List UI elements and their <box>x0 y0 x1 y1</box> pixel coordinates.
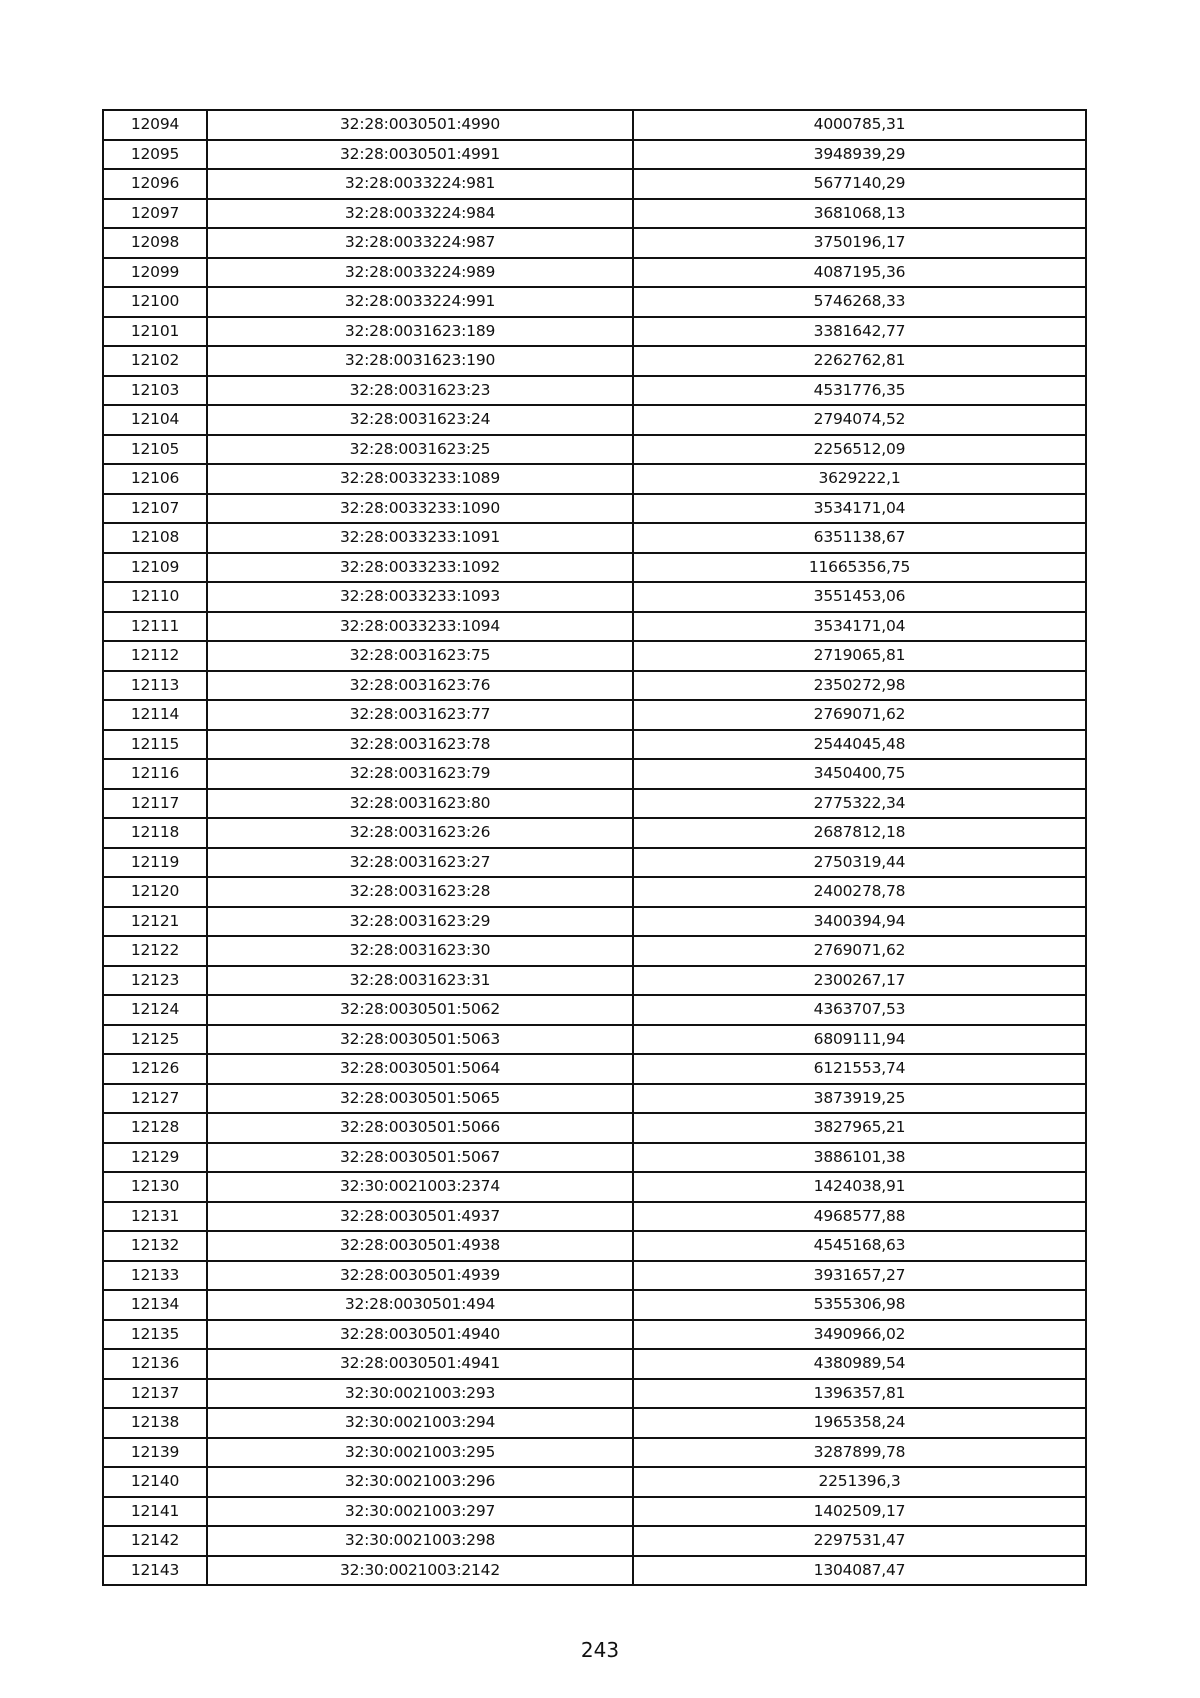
cadastral-value-cell: 2794074,52 <box>633 405 1086 435</box>
cadastral-number-cell: 32:28:0033233:1091 <box>207 523 633 553</box>
cadastral-value-cell: 2719065,81 <box>633 641 1086 671</box>
cadastral-value-cell: 5677140,29 <box>633 169 1086 199</box>
cadastral-number-cell: 32:28:0033233:1092 <box>207 553 633 583</box>
row-number-cell: 12112 <box>103 641 207 671</box>
cadastral-number-cell: 32:30:0021003:293 <box>207 1379 633 1409</box>
cadastral-number-cell: 32:28:0030501:494 <box>207 1290 633 1320</box>
row-number-cell: 12113 <box>103 671 207 701</box>
cadastral-value-cell: 11665356,75 <box>633 553 1086 583</box>
cadastral-value-cell: 3827965,21 <box>633 1113 1086 1143</box>
cadastral-value-cell: 1965358,24 <box>633 1408 1086 1438</box>
cadastral-number-cell: 32:30:0021003:297 <box>207 1497 633 1527</box>
table-row <box>103 700 1086 730</box>
table-row <box>103 1025 1086 1055</box>
cadastral-value-cell: 3381642,77 <box>633 317 1086 347</box>
row-number-cell: 12141 <box>103 1497 207 1527</box>
row-number-cell: 12095 <box>103 140 207 170</box>
row-number-cell: 12101 <box>103 317 207 347</box>
row-number-cell: 12123 <box>103 966 207 996</box>
row-number-cell: 12129 <box>103 1143 207 1173</box>
cadastral-value-cell: 5746268,33 <box>633 287 1086 317</box>
cadastral-number-cell: 32:28:0031623:78 <box>207 730 633 760</box>
cadastral-number-cell: 32:28:0031623:25 <box>207 435 633 465</box>
cadastral-value-cell: 2750319,44 <box>633 848 1086 878</box>
cadastral-number-cell: 32:28:0030501:4941 <box>207 1349 633 1379</box>
cadastral-value-cell: 2350272,98 <box>633 671 1086 701</box>
table-row <box>103 287 1086 317</box>
table-row <box>103 907 1086 937</box>
cadastral-number-cell: 32:28:0030501:5063 <box>207 1025 633 1055</box>
table-row <box>103 1556 1086 1586</box>
cadastral-number-cell: 32:28:0031623:76 <box>207 671 633 701</box>
table-body <box>103 110 1086 1585</box>
table-row <box>103 169 1086 199</box>
row-number-cell: 12098 <box>103 228 207 258</box>
cadastral-value-cell: 3931657,27 <box>633 1261 1086 1291</box>
cadastral-value-cell: 6121553,74 <box>633 1054 1086 1084</box>
table-row <box>103 1113 1086 1143</box>
cadastral-number-cell: 32:28:0030501:4939 <box>207 1261 633 1291</box>
cadastral-value-cell: 4000785,31 <box>633 110 1086 140</box>
table-row <box>103 1349 1086 1379</box>
row-number-cell: 12127 <box>103 1084 207 1114</box>
cadastral-value-cell: 3534171,04 <box>633 494 1086 524</box>
cadastral-value-cell: 3629222,1 <box>633 464 1086 494</box>
cadastral-value-cell: 1304087,47 <box>633 1556 1086 1586</box>
cadastral-number-cell: 32:28:0030501:4990 <box>207 110 633 140</box>
row-number-cell: 12132 <box>103 1231 207 1261</box>
row-number-cell: 12121 <box>103 907 207 937</box>
table-row <box>103 582 1086 612</box>
cadastral-value-cell: 3681068,13 <box>633 199 1086 229</box>
cadastral-number-cell: 32:28:0030501:5064 <box>207 1054 633 1084</box>
cadastral-number-cell: 32:28:0031623:79 <box>207 759 633 789</box>
table-row <box>103 1290 1086 1320</box>
table-row <box>103 140 1086 170</box>
cadastral-value-cell: 2769071,62 <box>633 936 1086 966</box>
table-row <box>103 789 1086 819</box>
row-number-cell: 12142 <box>103 1526 207 1556</box>
cadastral-number-cell: 32:28:0031623:190 <box>207 346 633 376</box>
table-row <box>103 346 1086 376</box>
cadastral-value-cell: 2544045,48 <box>633 730 1086 760</box>
cadastral-number-cell: 32:30:0021003:2374 <box>207 1172 633 1202</box>
table-row <box>103 435 1086 465</box>
cadastral-number-cell: 32:28:0031623:30 <box>207 936 633 966</box>
cadastral-value-cell: 3873919,25 <box>633 1084 1086 1114</box>
row-number-cell: 12116 <box>103 759 207 789</box>
row-number-cell: 12128 <box>103 1113 207 1143</box>
cadastral-number-cell: 32:30:0021003:296 <box>207 1467 633 1497</box>
cadastral-value-cell: 3948939,29 <box>633 140 1086 170</box>
cadastral-number-cell: 32:28:0033224:991 <box>207 287 633 317</box>
cadastral-value-cell: 4087195,36 <box>633 258 1086 288</box>
table-row <box>103 641 1086 671</box>
row-number-cell: 12143 <box>103 1556 207 1586</box>
table-row <box>103 553 1086 583</box>
row-number-cell: 12119 <box>103 848 207 878</box>
cadastral-value-cell: 4968577,88 <box>633 1202 1086 1232</box>
cadastral-number-cell: 32:30:0021003:295 <box>207 1438 633 1468</box>
row-number-cell: 12118 <box>103 818 207 848</box>
table-row <box>103 228 1086 258</box>
row-number-cell: 12097 <box>103 199 207 229</box>
table-row <box>103 405 1086 435</box>
cadastral-value-cell: 6351138,67 <box>633 523 1086 553</box>
row-number-cell: 12114 <box>103 700 207 730</box>
cadastral-number-cell: 32:28:0031623:75 <box>207 641 633 671</box>
row-number-cell: 12140 <box>103 1467 207 1497</box>
cadastral-value-cell: 4363707,53 <box>633 995 1086 1025</box>
row-number-cell: 12134 <box>103 1290 207 1320</box>
cadastral-value-cell: 3551453,06 <box>633 582 1086 612</box>
cadastral-value-cell: 3400394,94 <box>633 907 1086 937</box>
cadastral-value-cell: 3287899,78 <box>633 1438 1086 1468</box>
cadastral-number-cell: 32:28:0030501:5067 <box>207 1143 633 1173</box>
table-row <box>103 671 1086 701</box>
row-number-cell: 12120 <box>103 877 207 907</box>
table-row <box>103 258 1086 288</box>
cadastral-number-cell: 32:28:0033224:984 <box>207 199 633 229</box>
row-number-cell: 12137 <box>103 1379 207 1409</box>
cadastral-value-cell: 1402509,17 <box>633 1497 1086 1527</box>
row-number-cell: 12115 <box>103 730 207 760</box>
table-row <box>103 848 1086 878</box>
table-row <box>103 730 1086 760</box>
row-number-cell: 12105 <box>103 435 207 465</box>
cadastral-number-cell: 32:28:0030501:4991 <box>207 140 633 170</box>
cadastral-number-cell: 32:28:0030501:5065 <box>207 1084 633 1114</box>
cadastral-value-cell: 4531776,35 <box>633 376 1086 406</box>
row-number-cell: 12107 <box>103 494 207 524</box>
cadastral-value-cell: 2262762,81 <box>633 346 1086 376</box>
table-row <box>103 818 1086 848</box>
table-row <box>103 317 1086 347</box>
row-number-cell: 12126 <box>103 1054 207 1084</box>
row-number-cell: 12124 <box>103 995 207 1025</box>
cadastral-value-cell: 3886101,38 <box>633 1143 1086 1173</box>
row-number-cell: 12100 <box>103 287 207 317</box>
table-row <box>103 936 1086 966</box>
row-number-cell: 12122 <box>103 936 207 966</box>
table-row <box>103 1202 1086 1232</box>
cadastral-number-cell: 32:28:0033224:981 <box>207 169 633 199</box>
row-number-cell: 12103 <box>103 376 207 406</box>
cadastral-number-cell: 32:28:0033233:1090 <box>207 494 633 524</box>
cadastral-number-cell: 32:28:0031623:24 <box>207 405 633 435</box>
row-number-cell: 12104 <box>103 405 207 435</box>
cadastral-value-cell: 1424038,91 <box>633 1172 1086 1202</box>
cadastral-number-cell: 32:28:0033233:1093 <box>207 582 633 612</box>
cadastral-value-cell: 4545168,63 <box>633 1231 1086 1261</box>
cadastral-value-cell: 3490966,02 <box>633 1320 1086 1350</box>
row-number-cell: 12136 <box>103 1349 207 1379</box>
cadastral-number-cell: 32:28:0033233:1089 <box>207 464 633 494</box>
cadastral-number-cell: 32:28:0030501:5066 <box>207 1113 633 1143</box>
table-row <box>103 464 1086 494</box>
row-number-cell: 12102 <box>103 346 207 376</box>
cadastral-number-cell: 32:28:0031623:189 <box>207 317 633 347</box>
row-number-cell: 12138 <box>103 1408 207 1438</box>
cadastral-number-cell: 32:30:0021003:2142 <box>207 1556 633 1586</box>
cadastral-value-cell: 2256512,09 <box>633 435 1086 465</box>
cadastral-value-cell: 4380989,54 <box>633 1349 1086 1379</box>
cadastral-number-cell: 32:28:0031623:27 <box>207 848 633 878</box>
table-row <box>103 759 1086 789</box>
row-number-cell: 12133 <box>103 1261 207 1291</box>
cadastral-value-cell: 1396357,81 <box>633 1379 1086 1409</box>
cadastral-number-cell: 32:30:0021003:298 <box>207 1526 633 1556</box>
cadastral-number-cell: 32:28:0031623:26 <box>207 818 633 848</box>
cadastral-value-cell: 2297531,47 <box>633 1526 1086 1556</box>
row-number-cell: 12096 <box>103 169 207 199</box>
row-number-cell: 12108 <box>103 523 207 553</box>
table-row <box>103 1467 1086 1497</box>
cadastral-number-cell: 32:28:0033224:989 <box>207 258 633 288</box>
cadastral-value-cell: 2251396,3 <box>633 1467 1086 1497</box>
row-number-cell: 12117 <box>103 789 207 819</box>
data-table-container <box>102 109 1085 1586</box>
cadastral-value-table <box>102 109 1087 1586</box>
table-row <box>103 1261 1086 1291</box>
cadastral-number-cell: 32:30:0021003:294 <box>207 1408 633 1438</box>
page-number: 243 <box>580 1638 620 1662</box>
row-number-cell: 12125 <box>103 1025 207 1055</box>
table-row <box>103 376 1086 406</box>
table-row <box>103 1526 1086 1556</box>
cadastral-value-cell: 3450400,75 <box>633 759 1086 789</box>
cadastral-value-cell: 2300267,17 <box>633 966 1086 996</box>
table-row <box>103 1172 1086 1202</box>
table-row <box>103 995 1086 1025</box>
cadastral-number-cell: 32:28:0031623:28 <box>207 877 633 907</box>
cadastral-number-cell: 32:28:0031623:31 <box>207 966 633 996</box>
table-row <box>103 1408 1086 1438</box>
row-number-cell: 12130 <box>103 1172 207 1202</box>
cadastral-value-cell: 2775322,34 <box>633 789 1086 819</box>
cadastral-number-cell: 32:28:0030501:4938 <box>207 1231 633 1261</box>
table-row <box>103 1231 1086 1261</box>
cadastral-number-cell: 32:28:0031623:77 <box>207 700 633 730</box>
table-row <box>103 199 1086 229</box>
cadastral-number-cell: 32:28:0033233:1094 <box>207 612 633 642</box>
table-row <box>103 1143 1086 1173</box>
cadastral-number-cell: 32:28:0031623:80 <box>207 789 633 819</box>
cadastral-value-cell: 2687812,18 <box>633 818 1086 848</box>
table-row <box>103 877 1086 907</box>
cadastral-number-cell: 32:28:0030501:5062 <box>207 995 633 1025</box>
cadastral-value-cell: 6809111,94 <box>633 1025 1086 1055</box>
cadastral-number-cell: 32:28:0030501:4940 <box>207 1320 633 1350</box>
table-row <box>103 966 1086 996</box>
cadastral-value-cell: 2400278,78 <box>633 877 1086 907</box>
table-row <box>103 1320 1086 1350</box>
cadastral-number-cell: 32:28:0033224:987 <box>207 228 633 258</box>
table-row <box>103 612 1086 642</box>
table-row <box>103 494 1086 524</box>
cadastral-value-cell: 2769071,62 <box>633 700 1086 730</box>
table-row <box>103 523 1086 553</box>
row-number-cell: 12131 <box>103 1202 207 1232</box>
cadastral-value-cell: 3750196,17 <box>633 228 1086 258</box>
table-row <box>103 1379 1086 1409</box>
table-row <box>103 1497 1086 1527</box>
table-row <box>103 1084 1086 1114</box>
row-number-cell: 12139 <box>103 1438 207 1468</box>
cadastral-number-cell: 32:28:0031623:29 <box>207 907 633 937</box>
table-row <box>103 1054 1086 1084</box>
cadastral-value-cell: 3534171,04 <box>633 612 1086 642</box>
row-number-cell: 12099 <box>103 258 207 288</box>
row-number-cell: 12110 <box>103 582 207 612</box>
row-number-cell: 12106 <box>103 464 207 494</box>
cadastral-number-cell: 32:28:0030501:4937 <box>207 1202 633 1232</box>
table-row <box>103 1438 1086 1468</box>
row-number-cell: 12111 <box>103 612 207 642</box>
row-number-cell: 12135 <box>103 1320 207 1350</box>
row-number-cell: 12094 <box>103 110 207 140</box>
cadastral-number-cell: 32:28:0031623:23 <box>207 376 633 406</box>
row-number-cell: 12109 <box>103 553 207 583</box>
cadastral-value-cell: 5355306,98 <box>633 1290 1086 1320</box>
table-row <box>103 110 1086 140</box>
